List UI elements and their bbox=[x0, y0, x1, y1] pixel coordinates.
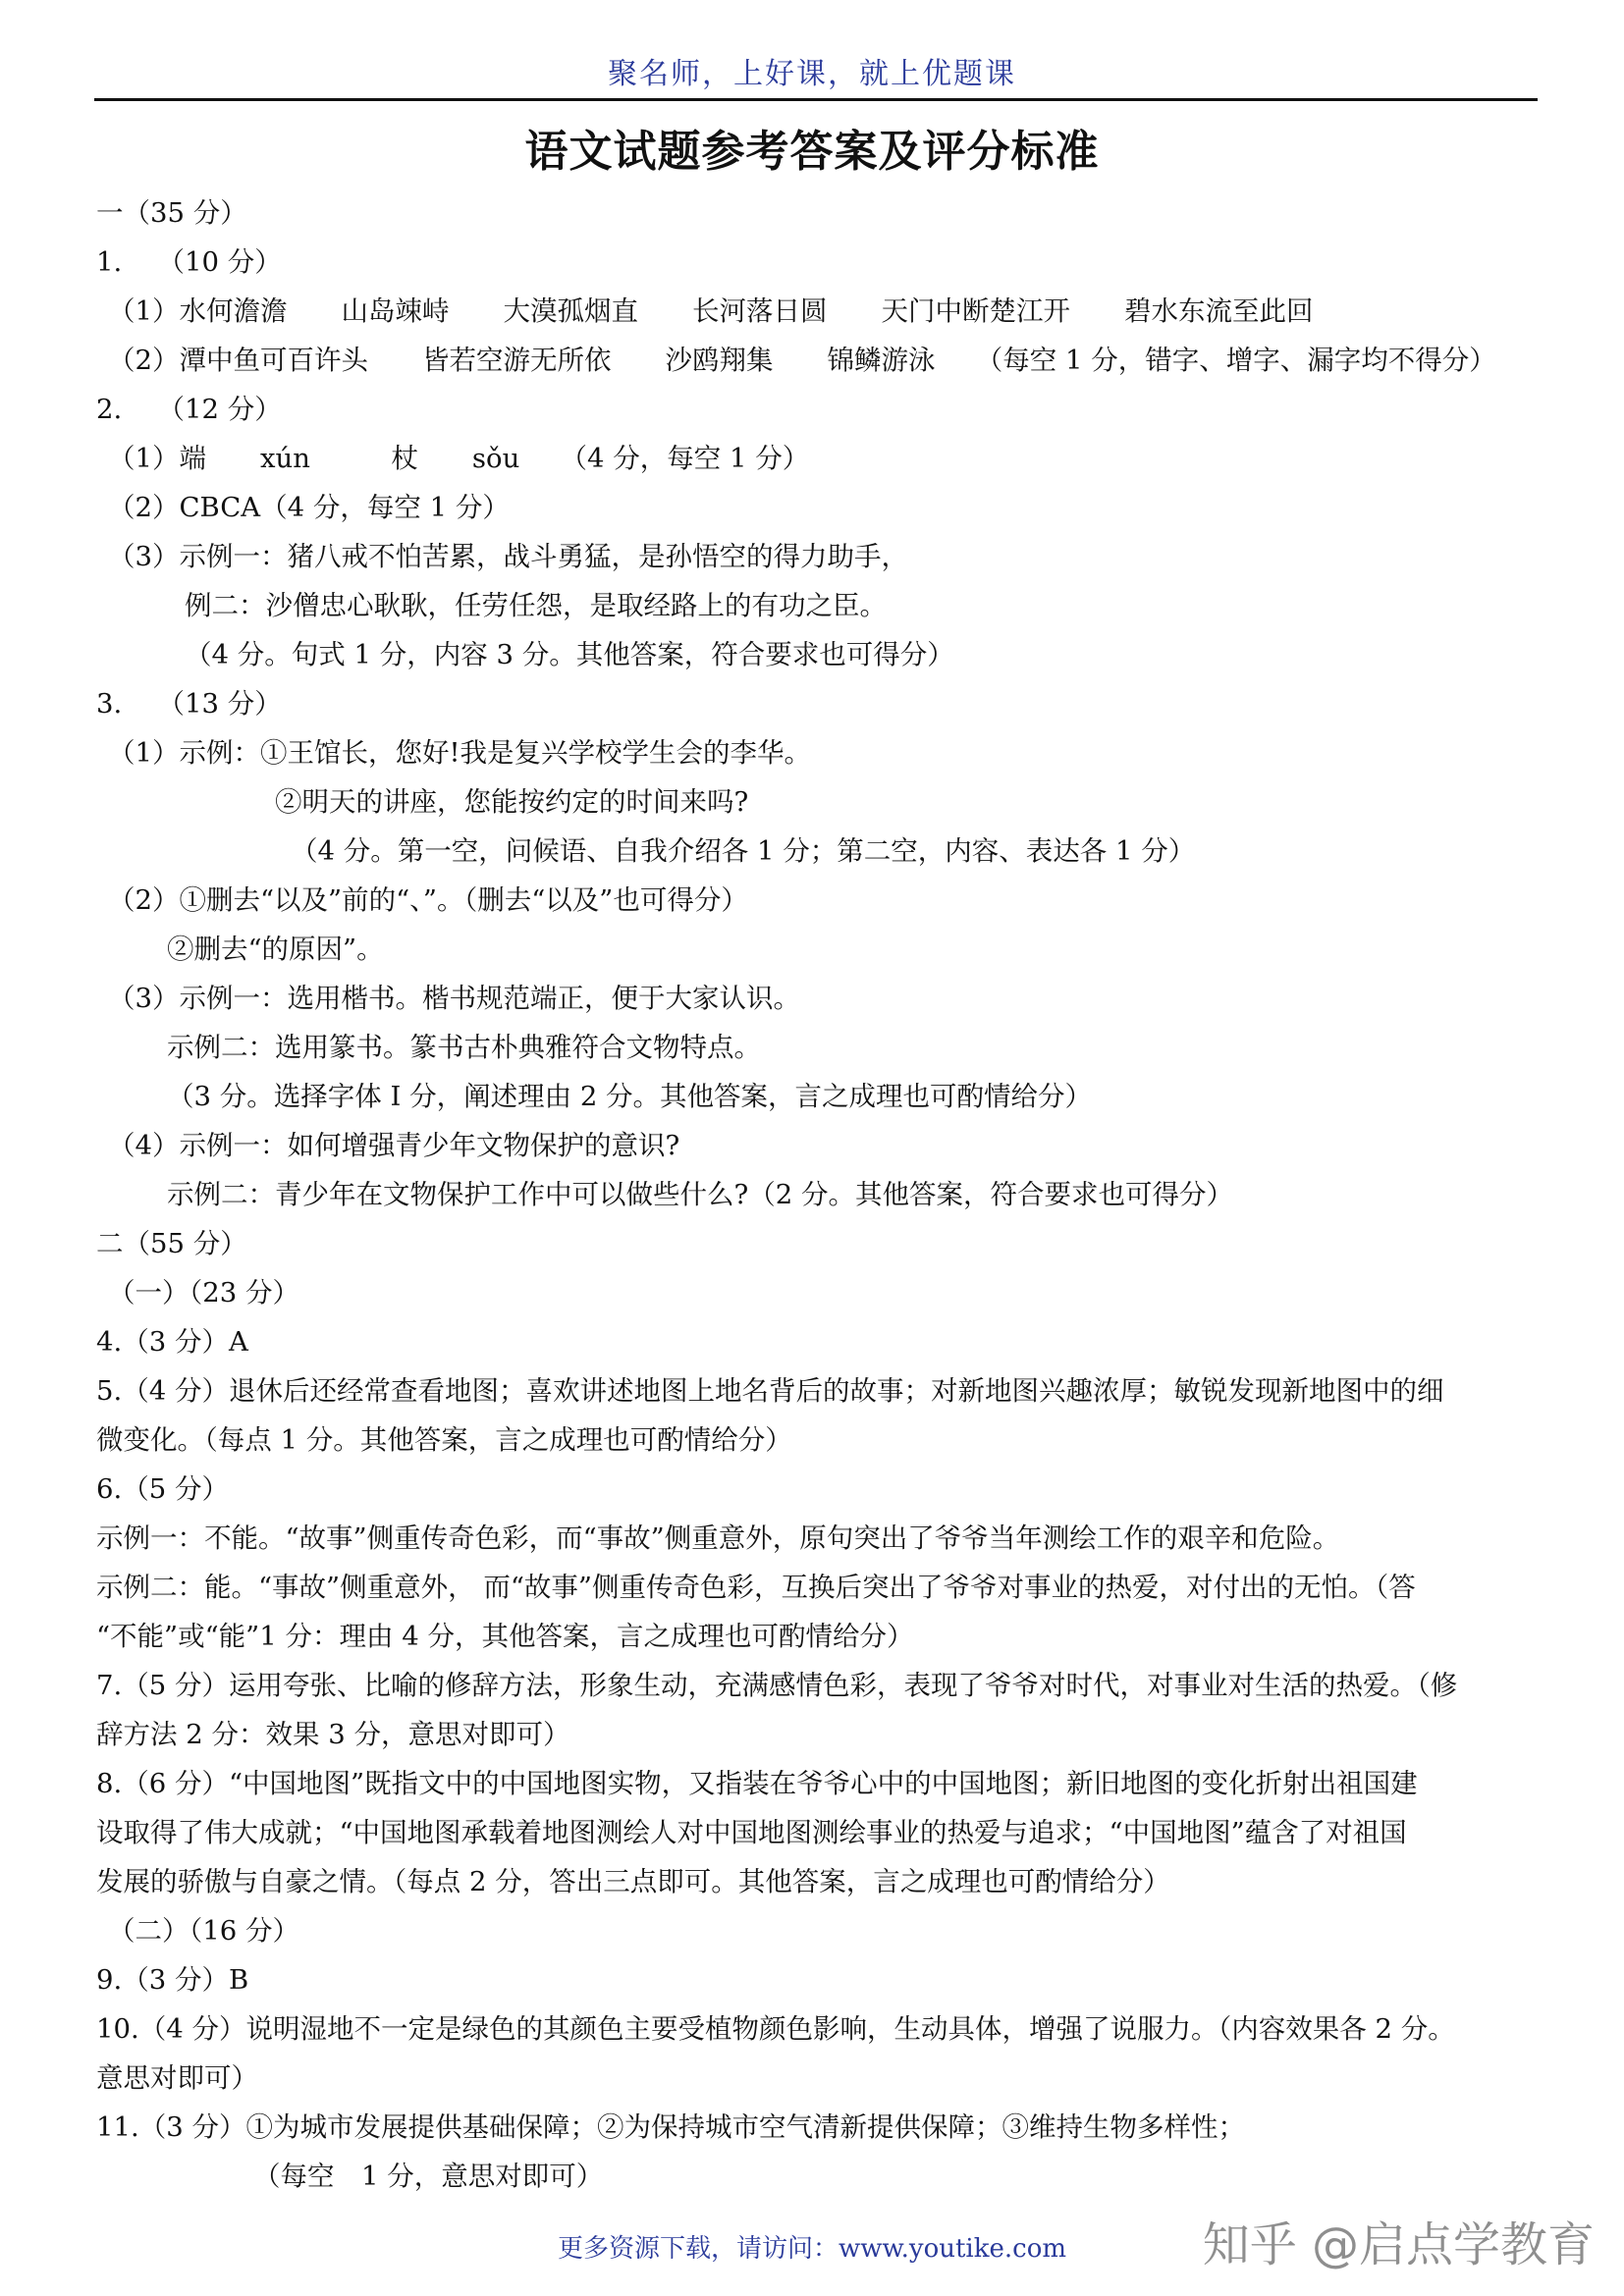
text-line: 一（35 分） bbox=[96, 197, 247, 229]
text-line: 微变化。（每点 1 分。其他答案，言之成理也可酌情给分） bbox=[96, 1424, 792, 1456]
text-line: 8.（6 分）“中国地图”既指文中的中国地图实物，又指装在爷爷心中的中国地图；新旧地图的变化折射出祖国建 bbox=[96, 1768, 1418, 1799]
text-line: 7.（5 分）运用夸张、比喻的修辞方法，形象生动，充满感情色彩，表现了爷爷对时代，对事业对生活的热爱。（修 bbox=[96, 1670, 1458, 1701]
text-line: （4 分。句式 1 分，内容 3 分。其他答案，符合要求也可得分） bbox=[185, 639, 954, 670]
text-line: 6.（5 分） bbox=[96, 1473, 229, 1505]
text-line: 1. （10 分） bbox=[96, 246, 282, 278]
text-line: （4 分。第一空，问候语、自我介绍各 1 分；第二空，内容、表达各 1 分） bbox=[291, 835, 1196, 867]
page-header: 聚名师，上好课，就上优题课 bbox=[608, 57, 1016, 91]
text-line: 9.（3 分）B bbox=[96, 1964, 249, 1996]
text-line: （2）①删去“以及”前的“、”。（删去“以及”也可得分） bbox=[108, 884, 748, 916]
text-line: 示例二：青少年在文物保护工作中可以做些什么?（2 分。其他答案，符合要求也可得分） bbox=[167, 1179, 1233, 1210]
text-line: 10.（4 分）说明湿地不一定是绿色的其颜色主要受植物颜色影响，生动具体，增强了说服力。（内容效果各 2 分。 bbox=[96, 2013, 1455, 2045]
text-line: 5.（4 分）退休后还经常查看地图；喜欢讲述地图上地名背后的故事；对新地图兴趣浓厚；敏锐发现新地图中的细 bbox=[96, 1375, 1444, 1407]
text-line: （2）CBCA（4 分，每空 1 分） bbox=[108, 492, 510, 523]
text-line: 意思对即可） bbox=[96, 2062, 258, 2094]
text-line: 二（55 分） bbox=[96, 1228, 247, 1259]
text-line: 示例二：选用篆书。篆书古朴典雅符合文物特点。 bbox=[167, 1032, 761, 1063]
text-line: 设取得了伟大成就；“中国地图承载着地图测绘人对中国地图测绘事业的热爱与追求；“中国地图”蕴含了对祖国 bbox=[96, 1817, 1407, 1848]
text-line: ②删去“的原因”。 bbox=[167, 934, 384, 965]
text-line: （一）（23 分） bbox=[108, 1277, 299, 1308]
text-line: （3 分。选择字体 I 分，阐述理由 2 分。其他答案，言之成理也可酌情给分） bbox=[167, 1081, 1093, 1112]
text-line: 4.（3 分）A bbox=[96, 1326, 248, 1358]
text-line: （每空 1 分，意思对即可） bbox=[253, 2161, 604, 2192]
text-line: “不能”或“能”1 分：理由 4 分，其他答案，言之成理也可酌情给分） bbox=[96, 1621, 914, 1652]
text-line: 11.（3 分）①为城市发展提供基础保障；②为保持城市空气清新提供保障；③维持生物多样性； bbox=[96, 2111, 1245, 2143]
text-line: （3）示例一：猪八戒不怕苦累，战斗勇猛，是孙悟空的得力助手， bbox=[108, 541, 908, 572]
watermark-text: 知乎 @启点学教育 bbox=[1202, 2217, 1595, 2272]
text-line: 例二：沙僧忠心耿耿，任劳任怨，是取经路上的有功之臣。 bbox=[185, 590, 887, 621]
text-line: ②明天的讲座，您能按约定的时间来吗? bbox=[275, 786, 749, 818]
text-line: 辞方法 2 分：效果 3 分，意思对即可） bbox=[96, 1719, 570, 1750]
header-divider bbox=[94, 98, 1538, 101]
text-line: （二）（16 分） bbox=[108, 1915, 299, 1947]
text-line: 示例一：不能。“故事”侧重传奇色彩，而“事故”侧重意外，原句突出了爷爷当年测绘工作的艰辛和危险。 bbox=[96, 1522, 1340, 1554]
page-title: 语文试题参考答案及评分标准 bbox=[524, 127, 1100, 177]
text-line: （4）示例一：如何增强青少年文物保护的意识? bbox=[108, 1130, 680, 1161]
text-line: 示例二：能。“事故”侧重意外， 而“故事”侧重传奇色彩，互换后突出了爷爷对事业的热爱，对付出的无怕。（答 bbox=[96, 1572, 1416, 1603]
text-line: 2. （12 分） bbox=[96, 394, 282, 425]
text-line: 发展的骄傲与自豪之情。（每点 2 分，答出三点即可。其他答案，言之成理也可酌情给分） bbox=[96, 1866, 1170, 1897]
text-line: （1）端 xún 杖 sǒu （4 分，每空 1 分） bbox=[108, 443, 810, 474]
text-line: （2）潭中鱼可百许头 皆若空游无所依 沙鸥翔集 锦鳞游泳 （每空 1 分，错字、增字、漏字均不得分） bbox=[108, 345, 1496, 376]
text-line: 3. （13 分） bbox=[96, 688, 282, 720]
page-footer: 更多资源下载，请访问：www.youtike.com bbox=[557, 2234, 1067, 2264]
text-line: （3）示例一：选用楷书。楷书规范端正，便于大家认识。 bbox=[108, 983, 800, 1014]
answer-content bbox=[96, 188, 1540, 2201]
text-line: （1）示例：①王馆长，您好!我是复兴学校学生会的李华。 bbox=[108, 737, 812, 769]
text-line: （1）水何澹澹 山岛竦峙 大漠孤烟直 长河落日圆 天门中断楚江开 碧水东流至此回 bbox=[108, 295, 1314, 327]
